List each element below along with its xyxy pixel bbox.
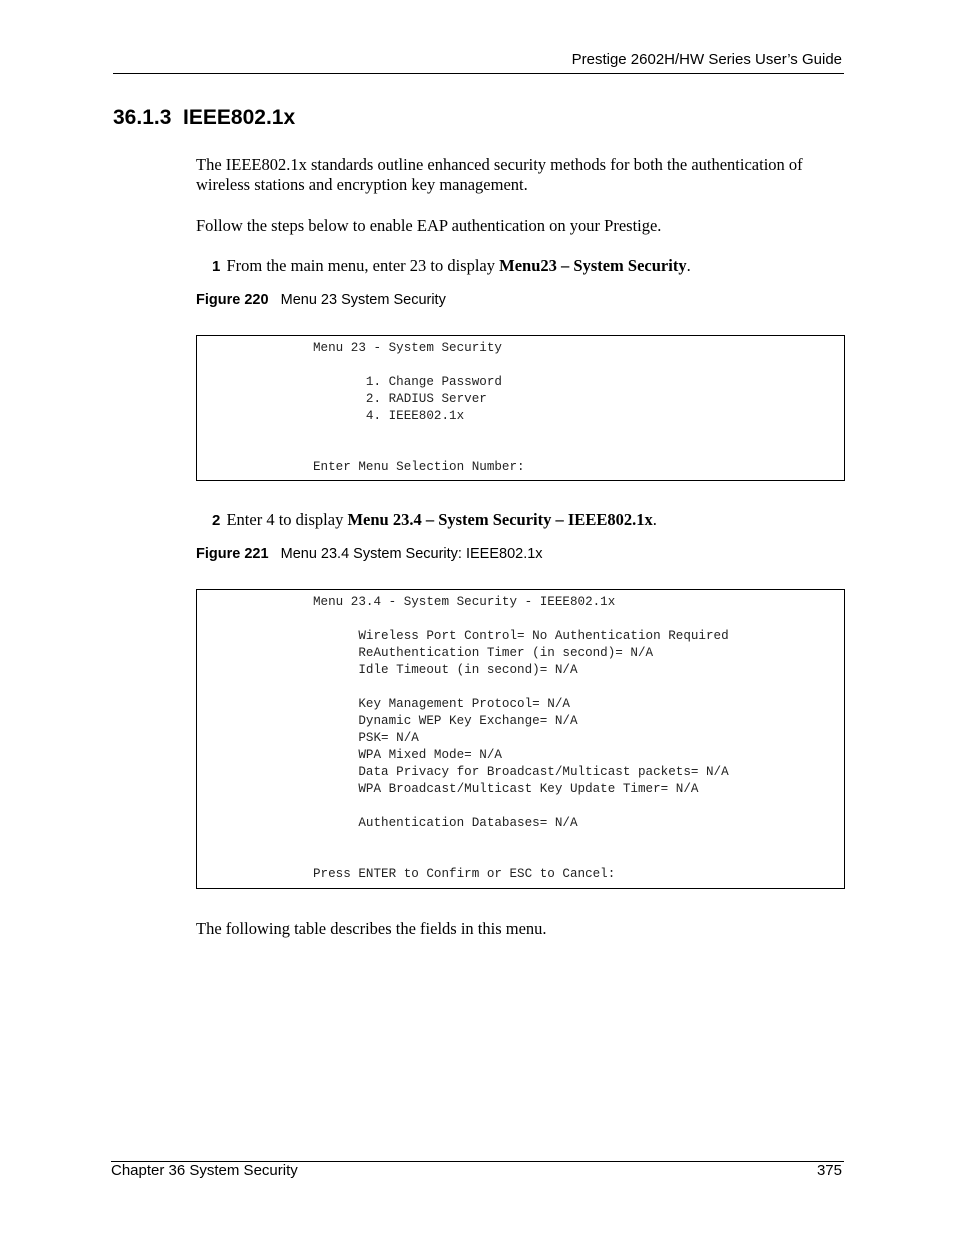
intro-paragraph [196,155,846,195]
page-number: 375 [816,1162,842,1179]
screen-line [313,798,729,815]
screen-line: Data Privacy for Broadcast/Multicast packets= N/A [313,765,729,779]
section-heading: 36.1.3 IEEE802.1x [113,106,296,129]
screen-line: Enter Menu Selection Number: [313,460,525,474]
step-number: 1 [212,258,221,275]
screen-line: 1. Change Password [313,375,502,389]
screen-line: WPA Mixed Mode= N/A [313,748,502,762]
step-2 [212,510,657,531]
step-end: . [686,256,691,275]
screen-line: ReAuthentication Timer (in second)= N/A [313,646,654,660]
screen-line [313,425,525,442]
screen-line: Menu 23 - System Security [313,341,502,355]
screen-line: Dynamic WEP Key Exchange= N/A [313,714,578,728]
screen-line [313,611,729,628]
figure-title: Menu 23.4 System Security: IEEE802.1x [280,546,543,562]
menu-23-screen [196,335,845,481]
step-number: 2 [212,512,221,529]
figure-221-caption [196,546,543,562]
figure-label: Figure 220 [196,292,269,308]
step-menu-name: Menu23 – System Security [499,256,687,275]
screen-line: Menu 23.4 - System Security - IEEE802.1x [313,595,616,609]
closing-paragraph: The following table describes the fields in this menu. [196,919,547,938]
menu-23-text [313,340,525,476]
step-1 [212,256,691,277]
screen-line: Key Management Protocol= N/A [313,697,570,711]
screen-line: Wireless Port Control= No Authentication Required [313,629,729,643]
screen-line: WPA Broadcast/Multicast Key Update Timer= N/A [313,782,699,796]
screen-line: PSK= N/A [313,731,419,745]
screen-line [313,832,729,849]
screen-line: Press ENTER to Confirm or ESC to Cancel: [313,867,616,881]
figure-220-caption [196,292,446,308]
screen-line [313,357,525,374]
header-rule [113,73,844,74]
step-text: Enter 4 to display [226,510,348,529]
step-menu-name: Menu 23.4 – System Security – IEEE802.1x [347,510,653,529]
step-text: From the main menu, enter 23 to display [226,256,500,275]
screen-line [313,849,729,866]
menu-23-4-text [313,594,729,883]
screen-line: Idle Timeout (in second)= N/A [313,663,578,677]
screen-line: 2. RADIUS Server [313,392,487,406]
intro-line-2: wireless stations and encryption key management. [196,175,528,194]
figure-title: Menu 23 System Security [280,292,446,308]
screen-line [313,679,729,696]
figure-label: Figure 221 [196,546,269,562]
running-header: Prestige 2602H/HW Series User’s Guide [571,51,842,68]
step-end: . [652,510,657,529]
screen-line: 4. IEEE802.1x [313,409,465,423]
menu-23-4-screen [196,589,845,889]
follow-paragraph: Follow the steps below to enable EAP authentication on your Prestige. [196,216,662,235]
screen-line: Authentication Databases= N/A [313,816,578,830]
screen-line [313,442,525,459]
footer-chapter: Chapter 36 System Security [111,1162,298,1179]
intro-line-1: The IEEE802.1x standards outline enhanced security methods for both the authentication of [196,155,803,174]
